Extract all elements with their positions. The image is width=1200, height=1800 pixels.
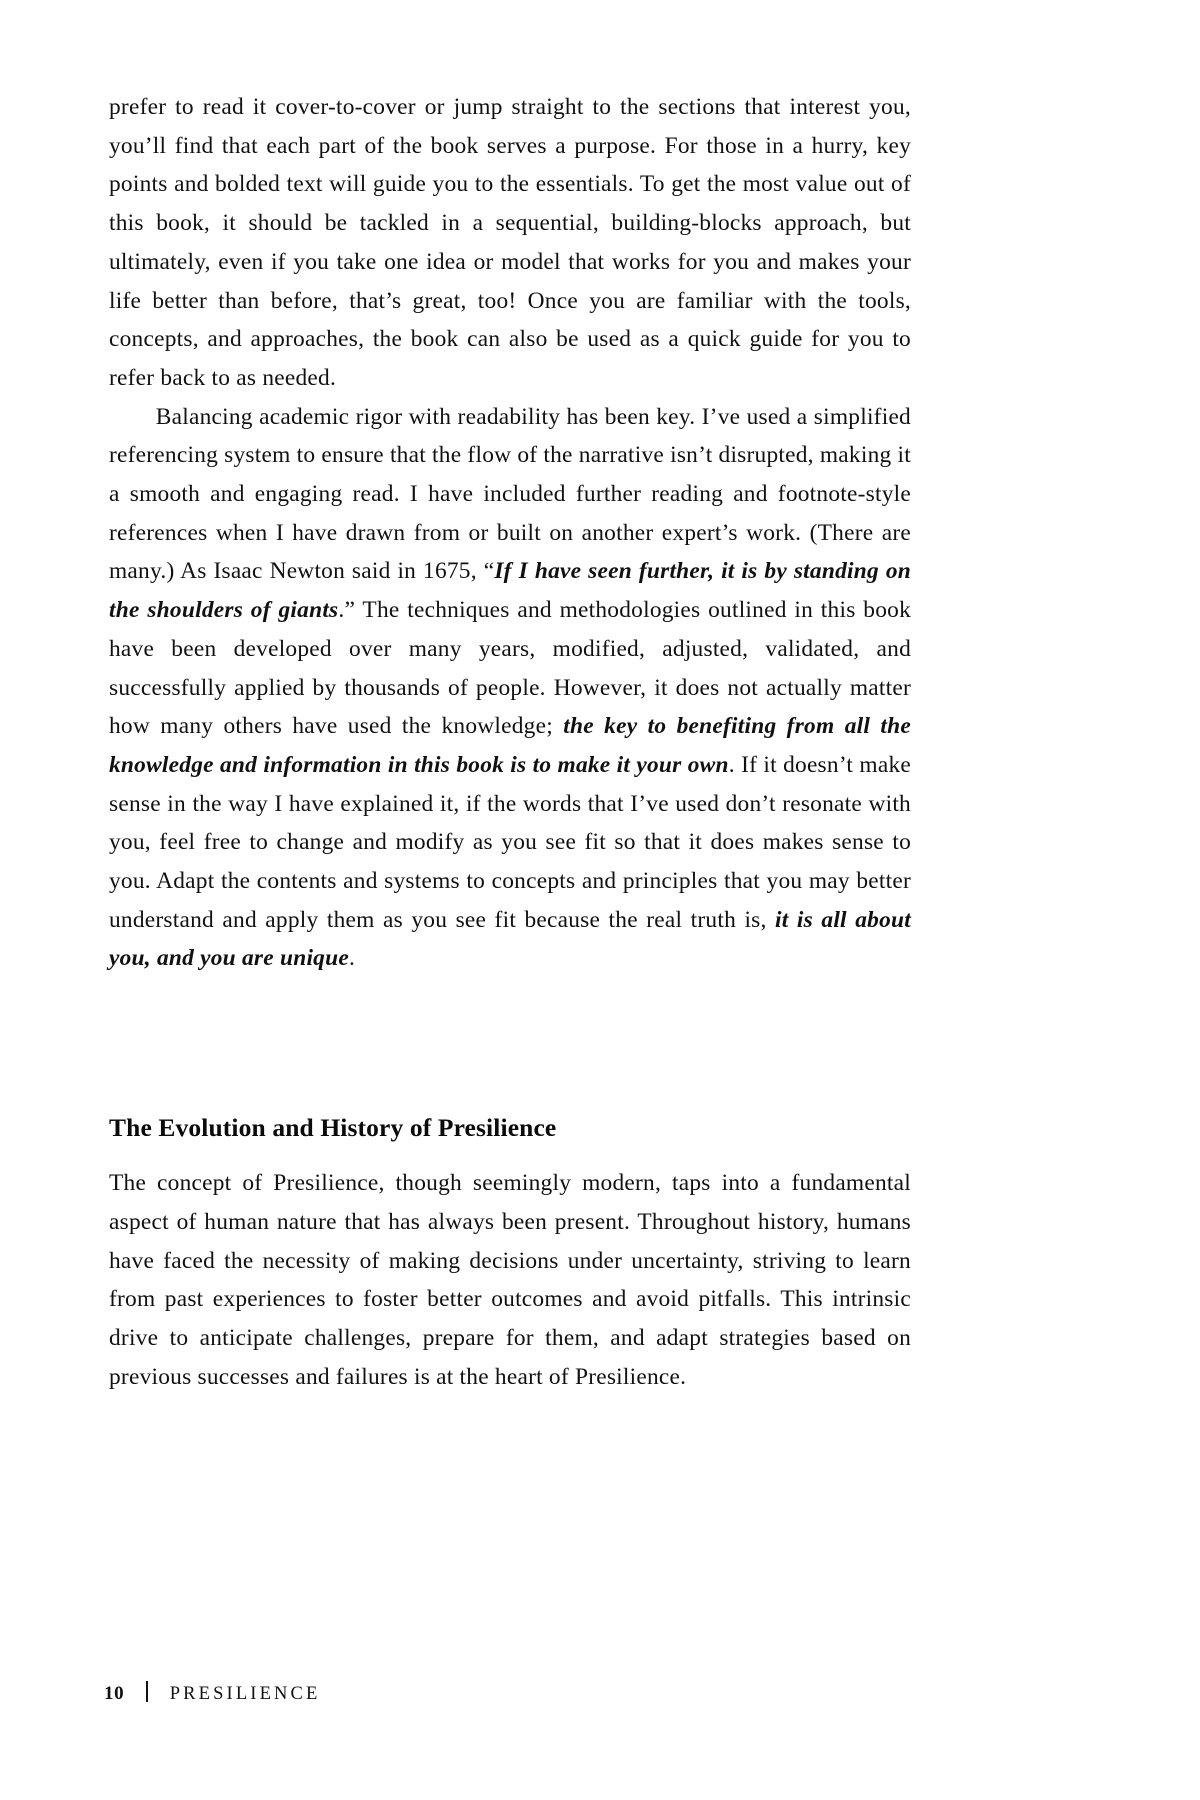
body-text: .	[348, 945, 356, 972]
section-spacer	[109, 978, 911, 1111]
paragraph-continuation	[109, 88, 911, 398]
heading-spacer	[109, 1145, 911, 1164]
body-text: prefer to read it cover-to-cover or jump straight to the sections that interest you, you’ll find that each part of the book serves a purpose. For those in a hurry, key points and bolded text will guide you to the essentials. To get the most value out of this book, it should be tackled in a sequential, building-blocks approach, but ultimately, even if you take one idea or model that works for you and makes your life better than before, that’s great, too! Once you are familiar with the tools, concepts, and approaches, the book can also be used as a quick guide for you to refer back to as needed.	[109, 94, 911, 391]
emphasis-text: If I have seen further, it is by standing on the shoulders of giants	[109, 558, 911, 624]
body-text: . If it doesn’t make sense in the way I have explained it, if the words that I’ve used don’t resonate with you, feel free to change and modify as you see fit so that it does makes sense to you. Adapt the contents and systems to concepts and principles that you may better understand and apply them as you see fit because the real truth is,	[109, 751, 911, 933]
body-text: The concept of Presilience, though seemingly modern, taps into a fundamental aspect of human nature that has always been present. Throughout history, humans have faced the necessity of making decisions under uncertainty, striving to learn from past experiences to foster better outcomes and avoid pitfalls. This intrinsic drive to anticipate challenges, prepare for them, and adapt strategies based on previous successes and failures is at the heart of Presilience.	[109, 1170, 911, 1390]
paragraph-balancing-rigor	[109, 398, 911, 979]
footer-page-number: 10	[104, 1683, 125, 1704]
page-text-column	[109, 88, 911, 1396]
page-section-heading: The Evolution and History of Presilience	[109, 1113, 557, 1143]
footer-book-title: PRESILIENCE	[169, 1684, 321, 1704]
footer-divider-icon	[146, 1681, 148, 1702]
page-footer	[104, 1678, 320, 1705]
body-text: Balancing academic rigor with readability has been key. I’ve used a simplified referencing system to ensure that the flow of the narrative isn’t disrupted, making it a smooth and engaging read. I have included further reading and footnote-style references when I have drawn from or built on another expert’s work. (There are many.) As Isaac Newton said in 1675, “	[109, 403, 911, 585]
body-text: .” The techniques and methodologies outlined in this book have been developed over many years, modified, adjusted, validated, and successfully applied by thousands of people. However, it does not actually matter how many others have used the knowledge;	[109, 597, 911, 740]
paragraph-presilience-history	[109, 1164, 911, 1396]
emphasis-text: the key to benefiting from all the knowledge and information in this book is to make it your own	[109, 713, 911, 778]
emphasis-text: it is all about you, and you are unique	[109, 906, 911, 972]
